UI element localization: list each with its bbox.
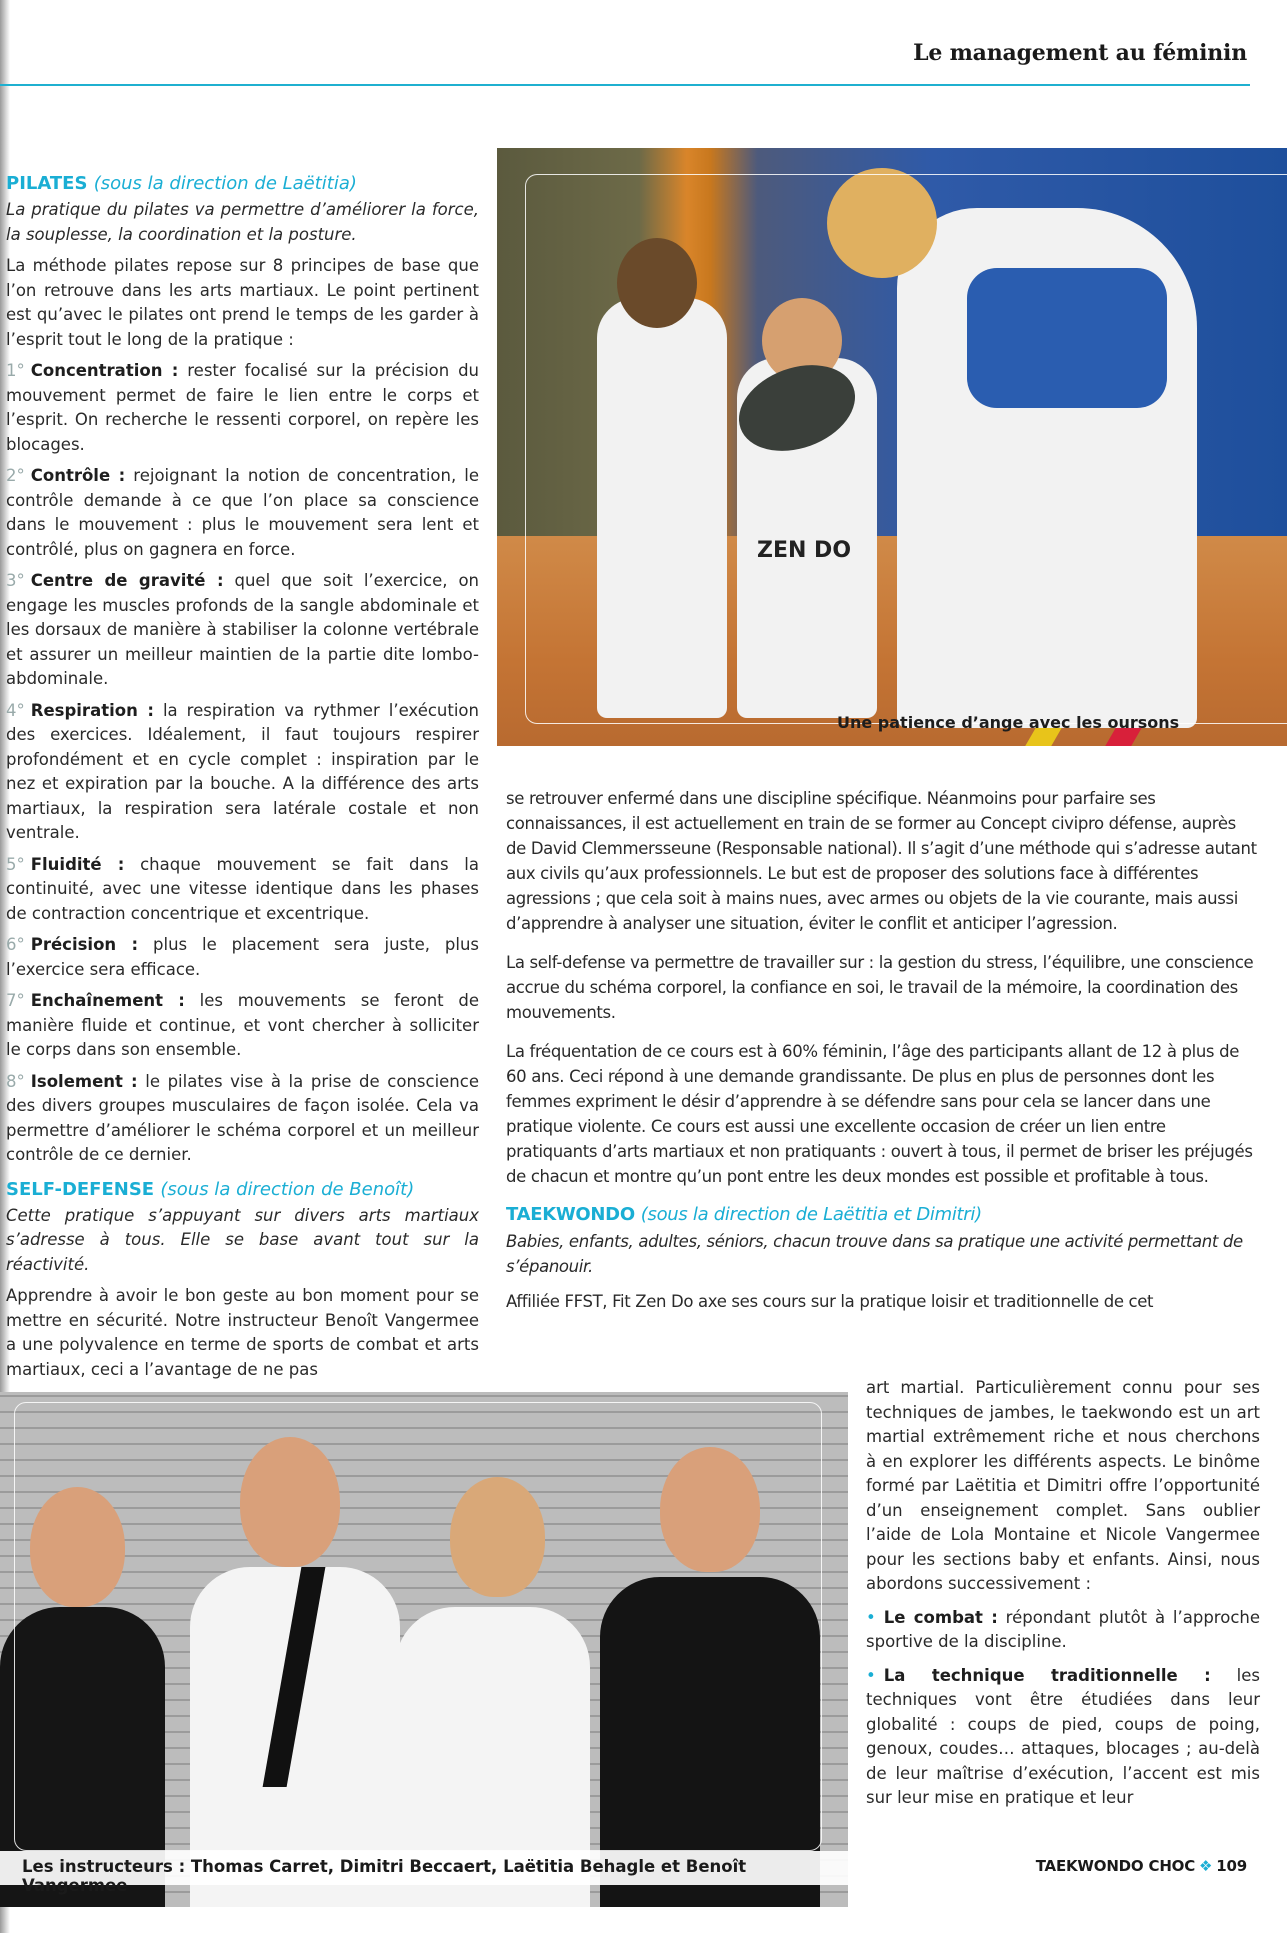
pilates-principles-list: [6, 359, 479, 1168]
principle-label: Enchaînement :: [30, 991, 185, 1010]
pilates-intro: La pratique du pilates va permettre d’améliorer la force, la souplesse, la coordination et la posture.: [6, 200, 479, 244]
principle-text: rester focalisé sur la précision du mouvement permet de faire le lien entre le corps et l’esprit. On recherche le ressenti corporel, on repère les blocages.: [6, 361, 479, 454]
taekwondo-intro: Babies, enfants, adultes, séniors, chacun trouve dans sa pratique une activité permettant de s’épanouir.: [506, 1232, 1243, 1276]
bottom-photo-caption: Les instructeurs : Thomas Carret, Dimitri Beccaert, Laëtitia Behagle et Benoît Vangermee: [0, 1851, 848, 1885]
principle-label: Concentration :: [30, 361, 179, 380]
self-defense-subtitle: (sous la direction de Benoît): [160, 1178, 415, 1200]
top-photo-caption: Une patience d’ange avec les oursons: [837, 713, 1180, 732]
principle-number: 4°: [6, 700, 25, 720]
principle-label: Isolement :: [30, 1071, 138, 1091]
uniform-text: ZEN DO: [757, 538, 852, 563]
bullet-label: Le combat :: [883, 1607, 998, 1627]
bullet-text: les techniques vont être étudiées dans leur globalité : coups de pied, coups de poing, genoux, coudes… attaques, blocages ; au-delà de leur maîtrise d’exécution, l’accent est mis sur leur mise en pratique et leur: [866, 1665, 1260, 1807]
narrow-column: [866, 1376, 1260, 1820]
principle-number: 8°: [6, 1071, 25, 1091]
pilates-heading: [6, 172, 479, 196]
self-defense-body-right: se retrouver enfermé dans une discipline spécifique. Néanmoins pour parfaire ses connaissances, il est actuellement en train de se former au Concept civipro défense, auprès de David Clemmersseune (Responsable national). Il s’agit d’une méthode qui s’adresse autant aux civils qu’aux professionnels. Le but est de proposer des solutions face à différentes agressions ; que cela soit à mains nues, avec armes ou objets de la vie courante, mais aussi d’apprendre à analyser une situation, éviter le conflit et anticiper l’agression.: [506, 789, 1257, 933]
principle-number: 2°: [6, 466, 25, 485]
photo-children-class: [497, 148, 1287, 746]
pilates-subtitle: (sous la direction de Laëtitia): [93, 173, 357, 194]
taekwondo-bullet-item: [866, 1606, 1260, 1655]
pilates-principle: [6, 569, 479, 692]
taekwondo-body-wide: Affiliée FFST, Fit Zen Do axe ses cours sur la pratique loisir et traditionnelle de cet: [506, 1292, 1154, 1311]
photo-frame-line: [525, 174, 1287, 724]
principle-number: 6°: [6, 935, 25, 954]
principle-number: 1°: [6, 361, 25, 380]
photo-instructors: [0, 1392, 848, 1907]
principle-label: Contrôle :: [30, 466, 126, 485]
pilates-principle: [6, 933, 479, 982]
right-column: [506, 786, 1258, 1314]
pilates-body: La méthode pilates repose sur 8 principes de base que l’on retrouve dans les arts martiaux. Le point pertinent est qu’avec le pilates ont prend le temps de les garder à l’esprit tout le long de la pratique :: [6, 256, 479, 349]
bullet-text: répondant plutôt à l’approche sportive de la discipline.: [866, 1607, 1261, 1651]
taekwondo-heading: [506, 1203, 1258, 1227]
self-defense-title: SELF-DEFENSE: [6, 1178, 155, 1200]
pilates-title: PILATES: [6, 173, 88, 194]
self-defense-body-left: Apprendre à avoir le bon geste au bon moment pour se mettre en sécurité. Notre instructeur Benoît Vangermee a une polyvalence en terme de sports de combat et arts martiaux, ceci a l’avantage de ne pas: [6, 1286, 479, 1379]
pilates-principle: [6, 989, 479, 1063]
principle-label: Respiration :: [30, 700, 154, 720]
self-defense-para-2: La self-defense va permettre de travailler sur : la gestion du stress, l’équilibre, une conscience accrue du schéma corporel, la confiance en soi, le travail de la mémoire, la coordination des mouvements.: [506, 953, 1254, 1022]
photo-frame-line: [14, 1402, 822, 1851]
left-column: [6, 172, 479, 1389]
self-defense-para-3: La fréquentation de ce cours est à 60% féminin, l’âge des participants allant de 12 à plus de 60 ans. Ceci répond à une demande grandissante. De plus en plus de personnes dont les femmes expriment le désir d’apprendre à se défendre sans pour cela se lancer dans une pratique violente. Ce cours est aussi une excellente occasion de créer un lien entre pratiquants d’arts martiaux et non pratiquants : ouvert à tous, il permet de briser les préjugés de chacun et montre qu’un pont entre les deux mondes est possible et profitable à tous.: [506, 1042, 1253, 1186]
pilates-principle: [6, 1070, 479, 1168]
principle-label: Fluidité :: [30, 854, 125, 874]
principle-number: 3°: [6, 571, 25, 590]
taekwondo-bullets: [866, 1606, 1260, 1811]
principle-text: plus le placement sera juste, plus l’exercice sera efficace.: [6, 935, 479, 979]
principle-text: les mouvements se feront de manière fluide et continue, et vont chercher à solliciter le corps dans son ensemble.: [6, 991, 479, 1059]
running-head: Le management au féminin: [913, 40, 1247, 66]
principle-label: Centre de gravité :: [30, 571, 224, 590]
principle-label: Précision :: [30, 935, 139, 954]
taekwondo-subtitle: (sous la direction de Laëtitia et Dimitri): [640, 1204, 982, 1225]
pilates-principle: [6, 359, 479, 457]
magazine-name: TAEKWONDO CHOC: [1035, 1857, 1196, 1875]
bullet-dot-icon: •: [866, 1665, 876, 1685]
principle-text: chaque mouvement se fait dans la continuité, avec une vitesse identique dans les phases de contraction concentrique et excentrique.: [6, 854, 480, 923]
page-number: 109: [1216, 1857, 1247, 1875]
self-defense-heading: [6, 1178, 479, 1202]
principle-text: le pilates vise à la prise de conscience des divers groupes musculaires de façon isolée. Cela va permettre d’améliorer le schéma corporel et un meilleur contrôle de ce dernier.: [6, 1071, 479, 1164]
diamond-icon: ❖: [1199, 1857, 1213, 1875]
principle-number: 7°: [6, 991, 25, 1010]
principle-text: quel que soit l’exercice, on engage les muscles profonds de la sangle abdominale et les dorsaux de manière à stabiliser la colonne vertébrale et assurer un meilleur maintien de la partie dite lombo-abdominale.: [6, 571, 479, 688]
pilates-principle: [6, 699, 479, 846]
taekwondo-bullet-item: [866, 1664, 1260, 1811]
principle-text: rejoignant la notion de concentration, le contrôle demande à ce que l’on place sa conscience dans le mouvement : plus le mouvement sera lent et contrôlé, plus on gagnera en force.: [6, 466, 479, 559]
bullet-dot-icon: •: [866, 1607, 876, 1627]
taekwondo-body-narrow: art martial. Particulièrement connu pour ses techniques de jambes, le taekwondo est un art martial extrêmement riche et nous cherchons à en explorer les différents aspects. Le binôme formé par Laëtitia et Dimitri offre l’opportunité d’un enseignement complet. Sans oublier l’aide de Lola Montaine et Nicole Vangermee pour les sections baby et enfants. Ainsi, nous abordons successivement :: [866, 1378, 1260, 1593]
pilates-principle: [6, 853, 479, 927]
self-defense-intro: Cette pratique s’appuyant sur divers arts martiaux s’adresse à tous. Elle se base avant tout sur la réactivité.: [6, 1205, 479, 1274]
taekwondo-title: TAEKWONDO: [506, 1204, 635, 1225]
principle-text: la respiration va rythmer l’exécution des exercices. Idéalement, il faut toujours respirer profondément et en cycle complet : inspiration par le nez et expiration par la bouche. A la différence des arts martiaux, la respiration sera latérale costale et non ventrale.: [6, 700, 479, 842]
folio: [1036, 1857, 1247, 1875]
bullet-label: La technique traditionnelle :: [883, 1665, 1211, 1685]
header-rule: [0, 84, 1250, 86]
principle-number: 5°: [6, 854, 25, 874]
pilates-principle: [6, 464, 479, 562]
